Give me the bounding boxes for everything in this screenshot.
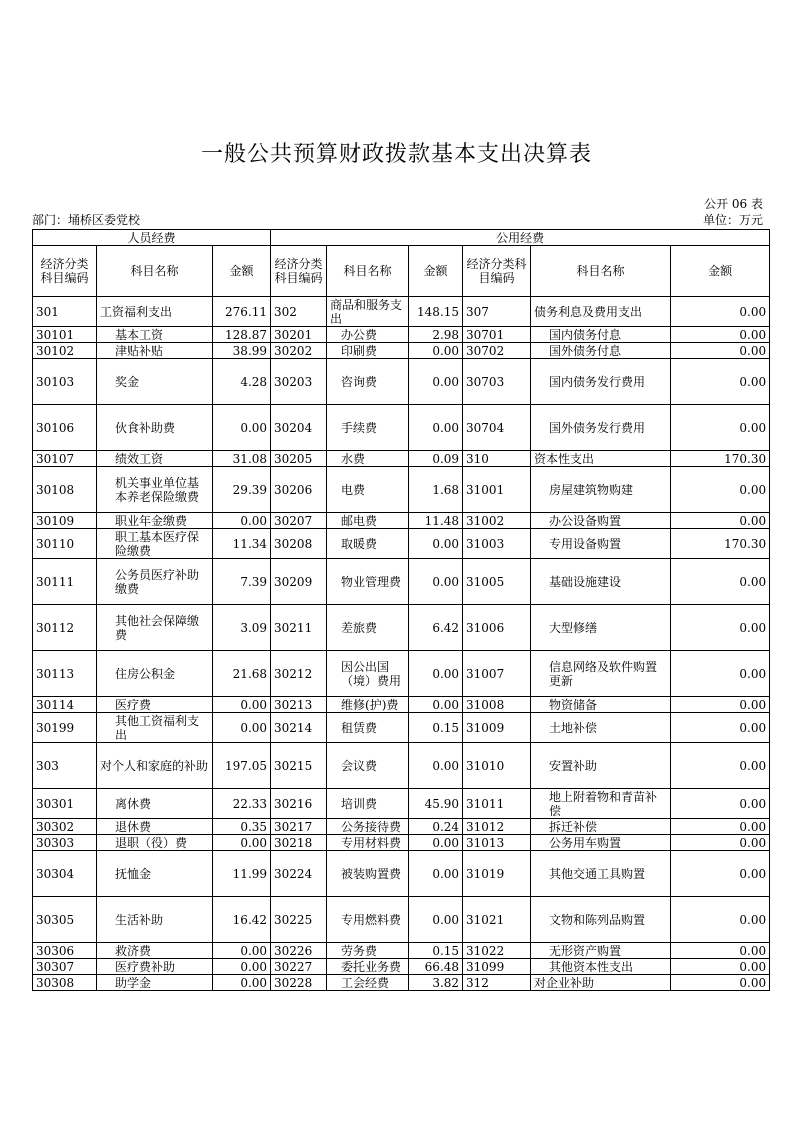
amount-cell: 11.48 [409,513,463,529]
amount-cell: 0.00 [409,343,463,359]
name-cell: 租赁费 [327,713,409,743]
name-cell: 因公出国（境）费用 [327,651,409,697]
code-cell: 31019 [463,851,531,897]
code-cell: 30225 [271,897,327,943]
table-row [33,529,770,559]
code-cell: 30303 [33,835,97,851]
code-cell: 30304 [33,851,97,897]
code-cell: 30305 [33,897,97,943]
amount-cell: 0.00 [213,405,271,451]
code-cell: 31003 [463,529,531,559]
name-cell: 商品和服务支出 [327,297,409,327]
department-label: 部门：埇桥区委党校 [32,213,141,227]
amount-cell: 0.00 [671,943,770,959]
code-cell: 30301 [33,789,97,819]
name-cell: 奖金 [97,359,213,405]
name-cell: 专用设备购置 [531,529,671,559]
code-cell: 31011 [463,789,531,819]
amount-cell: 0.00 [671,897,770,943]
code-cell: 31006 [463,605,531,651]
amount-cell: 29.39 [213,467,271,513]
amount-cell: 0.00 [213,697,271,713]
name-cell: 办公费 [327,327,409,343]
code-cell: 30202 [271,343,327,359]
table-row [33,897,770,943]
name-cell: 基础设施建设 [531,559,671,605]
code-cell: 30224 [271,851,327,897]
table-row [33,513,770,529]
amount-cell: 31.08 [213,451,271,467]
code-cell: 30702 [463,343,531,359]
code-cell: 30308 [33,975,97,991]
name-cell: 手续费 [327,405,409,451]
name-cell: 基本工资 [97,327,213,343]
name-cell: 津贴补贴 [97,343,213,359]
name-cell: 被装购置费 [327,851,409,897]
code-cell: 30103 [33,359,97,405]
amount-cell: 170.30 [671,451,770,467]
amount-cell: 0.00 [671,651,770,697]
code-cell: 30203 [271,359,327,405]
name-cell: 对个人和家庭的补助 [97,743,213,789]
table-row [33,651,770,697]
name-cell: 公务员医疗补助缴费 [97,559,213,605]
code-cell: 30201 [271,327,327,343]
name-cell: 绩效工资 [97,451,213,467]
code-cell: 30302 [33,819,97,835]
name-cell: 委托业务费 [327,959,409,975]
code-cell: 30114 [33,697,97,713]
table-row [33,943,770,959]
table-row [33,359,770,405]
name-cell: 文物和陈列品购置 [531,897,671,943]
name-cell: 物业管理费 [327,559,409,605]
table-row [33,743,770,789]
name-cell: 地上附着物和青苗补偿 [531,789,671,819]
amount-cell: 0.00 [671,789,770,819]
name-cell: 土地补偿 [531,713,671,743]
unit-label: 单位：万元 [702,213,763,227]
col-header-code: 经济分类科目编码 [463,246,531,297]
name-cell: 取暖费 [327,529,409,559]
name-cell: 专用材料费 [327,835,409,851]
code-cell: 30209 [271,559,327,605]
name-cell: 伙食补助费 [97,405,213,451]
col-header-name: 科目名称 [531,246,671,297]
code-cell: 31009 [463,713,531,743]
code-cell: 31010 [463,743,531,789]
code-cell: 30217 [271,819,327,835]
name-cell: 拆迁补偿 [531,819,671,835]
amount-cell: 0.00 [409,743,463,789]
amount-cell: 148.15 [409,297,463,327]
amount-cell: 66.48 [409,959,463,975]
amount-cell: 0.24 [409,819,463,835]
amount-cell: 0.00 [409,651,463,697]
name-cell: 退职（役）费 [97,835,213,851]
name-cell: 工会经费 [327,975,409,991]
amount-cell: 0.15 [409,713,463,743]
amount-cell: 0.00 [671,559,770,605]
name-cell: 信息网络及软件购置更新 [531,651,671,697]
code-cell: 30704 [463,405,531,451]
amount-cell: 0.00 [671,297,770,327]
amount-cell: 3.82 [409,975,463,991]
amount-cell: 0.00 [671,743,770,789]
code-cell: 30108 [33,467,97,513]
amount-cell: 0.00 [671,975,770,991]
name-cell: 房屋建筑物购建 [531,467,671,513]
code-cell: 30205 [271,451,327,467]
name-cell: 职工基本医疗保险缴费 [97,529,213,559]
name-cell: 电费 [327,467,409,513]
table-row [33,835,770,851]
name-cell: 公务接待费 [327,819,409,835]
code-cell: 30226 [271,943,327,959]
col-header-code: 经济分类科目编码 [33,246,97,297]
amount-cell: 0.00 [671,605,770,651]
table-row [33,467,770,513]
name-cell: 机关事业单位基本养老保险缴费 [97,467,213,513]
amount-cell: 0.00 [671,405,770,451]
code-cell: 31099 [463,959,531,975]
amount-cell: 0.00 [213,959,271,975]
name-cell: 救济费 [97,943,213,959]
amount-cell: 0.00 [671,327,770,343]
amount-cell: 0.09 [409,451,463,467]
table-row [33,713,770,743]
code-cell: 30106 [33,405,97,451]
col-header-amount: 金额 [671,246,770,297]
code-cell: 30214 [271,713,327,743]
name-cell: 维修(护)费 [327,697,409,713]
code-cell: 31008 [463,697,531,713]
code-cell: 30110 [33,529,97,559]
name-cell: 会议费 [327,743,409,789]
amount-cell: 128.87 [213,327,271,343]
table-row [33,819,770,835]
code-cell: 30307 [33,959,97,975]
amount-cell: 0.00 [671,713,770,743]
code-cell: 30113 [33,651,97,697]
amount-cell: 0.00 [671,835,770,851]
name-cell: 物资储备 [531,697,671,713]
code-cell: 30228 [271,975,327,991]
name-cell: 住房公积金 [97,651,213,697]
code-cell: 310 [463,451,531,467]
table-row [33,297,770,327]
name-cell: 专用燃料费 [327,897,409,943]
code-cell: 31022 [463,943,531,959]
name-cell: 其他工资福利支出 [97,713,213,743]
table-row [33,959,770,975]
code-cell: 30701 [463,327,531,343]
code-cell: 30306 [33,943,97,959]
amount-cell: 0.00 [671,851,770,897]
code-cell: 30207 [271,513,327,529]
amount-cell: 0.15 [409,943,463,959]
amount-cell: 16.42 [213,897,271,943]
amount-cell: 6.42 [409,605,463,651]
table-row [33,343,770,359]
amount-cell: 0.00 [671,467,770,513]
amount-cell: 2.98 [409,327,463,343]
code-cell: 31002 [463,513,531,529]
name-cell: 债务利息及费用支出 [531,297,671,327]
amount-cell: 0.00 [671,819,770,835]
table-row [33,327,770,343]
amount-cell: 0.00 [671,359,770,405]
amount-cell: 0.00 [409,405,463,451]
table-row [33,605,770,651]
amount-cell: 11.99 [213,851,271,897]
amount-cell: 0.00 [213,943,271,959]
table-row [33,697,770,713]
code-cell: 31001 [463,467,531,513]
amount-cell: 0.00 [409,851,463,897]
code-cell: 307 [463,297,531,327]
code-cell: 30703 [463,359,531,405]
amount-cell: 11.34 [213,529,271,559]
name-cell: 其他交通工具购置 [531,851,671,897]
code-cell: 302 [271,297,327,327]
table-row [33,559,770,605]
code-cell: 30227 [271,959,327,975]
name-cell: 劳务费 [327,943,409,959]
amount-cell: 4.28 [213,359,271,405]
amount-cell: 0.00 [671,959,770,975]
code-cell: 31013 [463,835,531,851]
group-header-personnel: 人员经费 [33,230,271,246]
page-title: 一般公共预算财政拨款基本支出决算表 [200,142,592,167]
name-cell: 公务用车购置 [531,835,671,851]
code-cell: 30212 [271,651,327,697]
name-cell: 医疗费 [97,697,213,713]
amount-cell: 0.00 [409,359,463,405]
name-cell: 其他社会保障缴费 [97,605,213,651]
name-cell: 生活补助 [97,897,213,943]
code-cell: 30215 [271,743,327,789]
amount-cell: 21.68 [213,651,271,697]
code-cell: 30107 [33,451,97,467]
name-cell: 无形资产购置 [531,943,671,959]
name-cell: 国内债务发行费用 [531,359,671,405]
amount-cell: 0.00 [671,513,770,529]
code-cell: 301 [33,297,97,327]
code-cell: 30218 [271,835,327,851]
col-header-code: 经济分类科目编码 [271,246,327,297]
code-cell: 30101 [33,327,97,343]
code-cell: 30102 [33,343,97,359]
code-cell: 30208 [271,529,327,559]
amount-cell: 38.99 [213,343,271,359]
amount-cell: 0.00 [213,713,271,743]
name-cell: 职业年金缴费 [97,513,213,529]
name-cell: 邮电费 [327,513,409,529]
amount-cell: 0.00 [213,975,271,991]
name-cell: 办公设备购置 [531,513,671,529]
name-cell: 印刷费 [327,343,409,359]
amount-cell: 0.00 [213,835,271,851]
name-cell: 抚恤金 [97,851,213,897]
amount-cell: 0.00 [409,835,463,851]
code-cell: 30204 [271,405,327,451]
col-header-name: 科目名称 [97,246,213,297]
amount-cell: 276.11 [213,297,271,327]
name-cell: 培训费 [327,789,409,819]
table-row [33,851,770,897]
name-cell: 咨询费 [327,359,409,405]
expenditure-table [32,229,770,991]
name-cell: 助学金 [97,975,213,991]
name-cell: 退休费 [97,819,213,835]
group-header-public: 公用经费 [271,230,770,246]
col-header-amount: 金额 [409,246,463,297]
code-cell: 30199 [33,713,97,743]
name-cell: 对企业补助 [531,975,671,991]
table-row [33,975,770,991]
code-cell: 303 [33,743,97,789]
col-header-name: 科目名称 [327,246,409,297]
amount-cell: 7.39 [213,559,271,605]
amount-cell: 0.00 [409,559,463,605]
amount-cell: 0.00 [213,513,271,529]
table-row [33,405,770,451]
name-cell: 安置补助 [531,743,671,789]
code-cell: 30216 [271,789,327,819]
name-cell: 离休费 [97,789,213,819]
amount-cell: 3.09 [213,605,271,651]
amount-cell: 1.68 [409,467,463,513]
name-cell: 资本性支出 [531,451,671,467]
code-cell: 30111 [33,559,97,605]
code-cell: 31005 [463,559,531,605]
amount-cell: 0.00 [409,697,463,713]
name-cell: 国外债务发行费用 [531,405,671,451]
code-cell: 30211 [271,605,327,651]
amount-cell: 0.00 [409,529,463,559]
name-cell: 医疗费补助 [97,959,213,975]
code-cell: 31012 [463,819,531,835]
form-number: 公开 06 表 [704,197,763,211]
table-row [33,451,770,467]
amount-cell: 0.35 [213,819,271,835]
amount-cell: 0.00 [409,897,463,943]
amount-cell: 197.05 [213,743,271,789]
amount-cell: 170.30 [671,529,770,559]
code-cell: 31021 [463,897,531,943]
name-cell: 国内债务付息 [531,327,671,343]
table-row [33,789,770,819]
amount-cell: 0.00 [671,343,770,359]
amount-cell: 22.33 [213,789,271,819]
name-cell: 水费 [327,451,409,467]
code-cell: 30112 [33,605,97,651]
code-cell: 30206 [271,467,327,513]
amount-cell: 45.90 [409,789,463,819]
name-cell: 大型修缮 [531,605,671,651]
name-cell: 国外债务付息 [531,343,671,359]
name-cell: 工资福利支出 [97,297,213,327]
code-cell: 312 [463,975,531,991]
name-cell: 差旅费 [327,605,409,651]
code-cell: 30109 [33,513,97,529]
amount-cell: 0.00 [671,697,770,713]
code-cell: 30213 [271,697,327,713]
code-cell: 31007 [463,651,531,697]
col-header-amount: 金额 [213,246,271,297]
name-cell: 其他资本性支出 [531,959,671,975]
